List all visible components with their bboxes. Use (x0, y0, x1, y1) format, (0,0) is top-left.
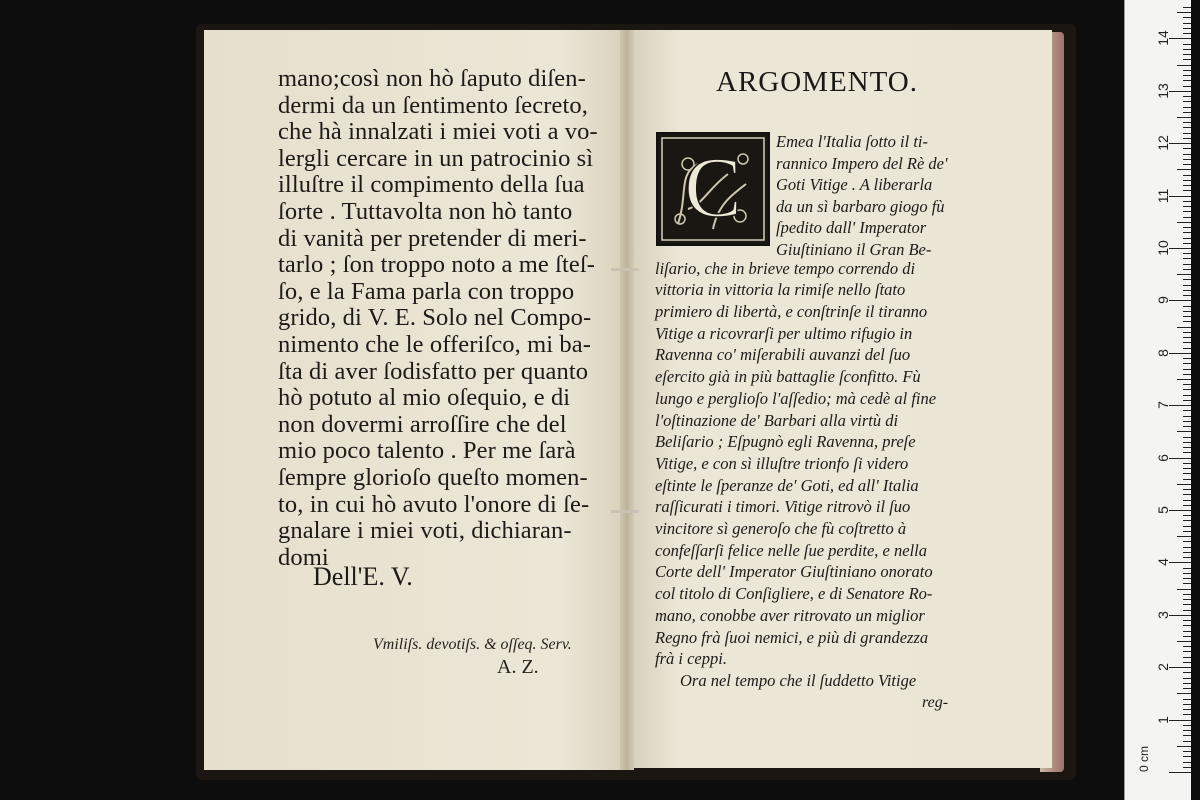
ruler-tick (1183, 23, 1191, 24)
text-line: non dovermi arroſſire che del (278, 410, 567, 438)
ruler-tick (1183, 620, 1191, 621)
ruler-tick (1183, 389, 1191, 390)
ruler-tick (1183, 463, 1191, 464)
text-line: vittoria in vittoria la rimiſe nello ſtato (655, 280, 906, 300)
ruler-tick (1177, 117, 1191, 118)
ruler-tick (1177, 693, 1191, 694)
ruler-tick (1183, 107, 1191, 108)
ruler-tick (1183, 604, 1191, 605)
ruler-tick (1183, 269, 1191, 270)
ruler-tick (1177, 641, 1191, 642)
ruler-tick (1183, 217, 1191, 218)
ruler-tick (1183, 159, 1191, 160)
text-line: to, in cui hò avuto l'onore di ſe- (278, 490, 590, 518)
ruler-tick (1169, 91, 1191, 92)
text-line: gnalare i miei voti, dichiaran- (278, 517, 572, 545)
ruler-tick (1183, 762, 1191, 763)
text-line: primiero di libertà, e conſtrinſe il tiranno (655, 302, 928, 321)
ruler-tick (1183, 154, 1191, 155)
page-heading: ARGOMENTO. (716, 66, 918, 98)
ruler-number: 7 (1155, 401, 1171, 410)
text-line: vincitore sì generoſo che fù coſtretto à (655, 519, 907, 538)
ruler-tick (1169, 300, 1191, 301)
text-line: ſempre glorioſo queſto momen- (278, 463, 588, 491)
ruler-tick (1183, 238, 1191, 239)
ruler-tick (1177, 431, 1191, 432)
ruler-tick (1183, 164, 1191, 165)
ruler-tick (1183, 683, 1191, 684)
ruler-tick (1183, 232, 1191, 233)
ruler-tick (1183, 348, 1191, 349)
ruler-tick (1183, 363, 1191, 364)
ruler-number: 9 (1155, 296, 1171, 305)
ruler-tick (1183, 49, 1191, 50)
text-line: frà i ceppi. (655, 649, 727, 669)
text-line: rannico Impero del Rè de' (776, 153, 948, 173)
text-line: che hà innalzati i miei voti a vo- (278, 118, 598, 146)
initial-letter: C (684, 139, 742, 235)
ruler-tick (1177, 222, 1191, 223)
ruler-tick (1183, 180, 1191, 181)
ruler-tick (1183, 599, 1191, 600)
ruler-tick (1183, 80, 1191, 81)
ruler-tick (1183, 384, 1191, 385)
ruler-tick (1169, 510, 1191, 511)
ruler-tick (1183, 75, 1191, 76)
ruler-tick (1183, 190, 1191, 191)
text-line: Giuſtiniano il Gran Be- (776, 240, 932, 259)
ruler-tick (1183, 279, 1191, 280)
ruler-tick (1183, 767, 1191, 768)
ruler-tick (1183, 400, 1191, 401)
ruler-tick (1183, 447, 1191, 448)
catchword: reg- (922, 694, 949, 711)
text-line: eſtinte le ſperanze de' Goti, ed all' Italia (655, 475, 919, 495)
binding-thread (611, 268, 639, 271)
ruler-tick (1183, 662, 1191, 663)
text-line: mano;così non hò ſaputo diſen- (278, 65, 586, 92)
ruler-tick (1183, 578, 1191, 579)
text-line: raſſicurati i timori. Vitige ritrovò il ſuo (655, 497, 911, 517)
ruler-tick (1177, 536, 1191, 537)
ruler-number: 11 (1155, 188, 1171, 203)
ruler-tick (1183, 672, 1191, 673)
ruler-tick (1169, 248, 1191, 249)
text-line: di vanità per pretender di meri- (278, 224, 587, 252)
ruler-tick (1183, 531, 1191, 532)
ruler-tick (1183, 437, 1191, 438)
text-line: lergli cercare in un patrocinio sì (278, 144, 594, 172)
ruler-number: 4 (1155, 558, 1171, 567)
ruler-tick (1183, 369, 1191, 370)
measuring-ruler (1124, 0, 1191, 800)
ruler-tick (1183, 243, 1191, 244)
ruler-tick (1183, 489, 1191, 490)
ruler-number: 14 (1155, 30, 1171, 47)
text-line: Vitige, e con sì illuſtre trionfo ſi videro (655, 453, 909, 473)
ruler-tick (1183, 756, 1191, 757)
ruler-tick (1183, 421, 1191, 422)
text-line: ſorte . Tuttavolta non hò tanto (278, 197, 573, 225)
ruler-tick (1169, 38, 1191, 39)
decorated-initial (656, 132, 770, 246)
ruler-tick (1183, 185, 1191, 186)
ruler-tick (1169, 562, 1191, 563)
ruler-tick (1177, 169, 1191, 170)
text-line: domi (278, 543, 329, 571)
ruler-tick (1183, 264, 1191, 265)
ruler-tick (1169, 143, 1191, 144)
ruler-tick (1183, 138, 1191, 139)
ruler-tick (1169, 353, 1191, 354)
ruler-tick (1183, 547, 1191, 548)
ruler-number: 13 (1155, 83, 1171, 99)
ruler-tick (1183, 751, 1191, 752)
ruler-number: 6 (1155, 453, 1171, 462)
ruler-tick (1177, 274, 1191, 275)
ruler-tick (1177, 484, 1191, 485)
ruler-tick (1169, 772, 1191, 773)
ruler-tick (1183, 122, 1191, 123)
ruler-number: 2 (1155, 663, 1171, 672)
ruler-tick (1183, 730, 1191, 731)
ruler-tick (1183, 410, 1191, 411)
ruler-tick (1183, 306, 1191, 307)
text-line: ſpedito dall' Imperator (776, 218, 927, 238)
ruler-tick (1169, 405, 1191, 406)
ruler-tick (1183, 96, 1191, 97)
ruler-tick (1183, 541, 1191, 542)
ruler-tick (1183, 206, 1191, 207)
ruler-tick (1183, 442, 1191, 443)
ruler-tick (1183, 374, 1191, 375)
ruler-number: 5 (1155, 506, 1171, 514)
ruler-tick (1183, 112, 1191, 113)
ruler-tick (1183, 688, 1191, 689)
ruler-tick (1183, 636, 1191, 637)
ruler-tick (1183, 395, 1191, 396)
text-line: Corte dell' Imperator Giuſtiniano onorato (655, 562, 933, 582)
ruler-number: 12 (1155, 135, 1171, 151)
ruler-tick (1183, 337, 1191, 338)
ruler-tick (1183, 631, 1191, 632)
ruler-tick (1183, 127, 1191, 128)
ruler-tick (1169, 720, 1191, 721)
ruler-tick (1183, 227, 1191, 228)
ruler-tick (1183, 657, 1191, 658)
text-line: ſta di aver ſodisfatto per quanto (278, 357, 589, 385)
ruler-tick (1183, 725, 1191, 726)
ruler-tick (1183, 311, 1191, 312)
ruler-tick (1183, 133, 1191, 134)
ruler-tick (1183, 651, 1191, 652)
ruler-tick (1183, 494, 1191, 495)
ruler-tick (1183, 295, 1191, 296)
ruler-tick (1183, 426, 1191, 427)
ruler-tick (1183, 452, 1191, 453)
ruler-tick (1183, 148, 1191, 149)
ruler-tick (1183, 44, 1191, 45)
ruler-tick (1169, 667, 1191, 668)
text-line: lungo e perglioſo l'aſſedio; mà cedè al fine (655, 388, 937, 408)
ruler-tick (1183, 211, 1191, 212)
ruler-tick (1183, 610, 1191, 611)
ruler-tick (1183, 704, 1191, 705)
text-line: mano, conobbe aver ritrovato un miglior (655, 605, 925, 625)
ruler-tick (1183, 290, 1191, 291)
ruler-tick (1183, 285, 1191, 286)
ruler-tick (1183, 568, 1191, 569)
closing-salutation: Dell'E. V. (313, 562, 413, 591)
ruler-tick (1183, 500, 1191, 501)
text-line: Goti Vitige . A liberarla (776, 175, 933, 195)
text-line: liſario, che in brieve tempo correndo di (655, 258, 916, 278)
ruler-number: 3 (1155, 610, 1171, 619)
ruler-tick (1177, 746, 1191, 747)
ruler-tick (1183, 59, 1191, 60)
ruler-tick (1183, 473, 1191, 474)
ruler-tick (1183, 573, 1191, 574)
woodcut-ornament-icon (658, 134, 768, 244)
ruler-tick (1183, 175, 1191, 176)
ruler-number: 1 (1155, 715, 1171, 724)
ruler-tick (1183, 741, 1191, 742)
ruler-tick (1183, 17, 1191, 18)
text-line: Beliſario ; Eſpugnò egli Ravenna, preſe (655, 432, 916, 452)
text-line: tarlo ; ſon troppo noto a me ſteſ- (278, 251, 596, 279)
ruler-tick (1183, 321, 1191, 322)
text-line: ſo, e la Fama parla con troppo (278, 277, 575, 305)
text-line: Regno frà ſuoi nemici, e più di grandezza (655, 627, 929, 647)
ruler-tick (1183, 70, 1191, 71)
ruler-tick (1183, 594, 1191, 595)
ruler-tick (1183, 557, 1191, 558)
text-line: nimento che le offeriſco, mi ba- (278, 330, 591, 358)
ruler-tick (1183, 583, 1191, 584)
text-line: grido, di V. E. Solo nel Compo- (278, 304, 592, 332)
text-line: mio poco talento . Per me ſarà (278, 437, 576, 465)
ruler-tick (1183, 625, 1191, 626)
text-line: illuſtre il compimento della ſua (278, 171, 585, 199)
text-line: col titolo di Conſigliere, e di Senatore Ro- (655, 584, 933, 604)
ruler-tick (1169, 458, 1191, 459)
ruler-tick (1183, 201, 1191, 202)
text-line: hò potuto al mio oſequio, e di (278, 384, 571, 412)
signature-initials: A. Z. (497, 656, 539, 678)
text-line: dermi da un ſentimento ſecreto, (278, 91, 588, 119)
ruler-tick (1183, 101, 1191, 102)
ruler-tick (1183, 468, 1191, 469)
ruler-tick (1183, 479, 1191, 480)
text-line: Ravenna co' miſerabili auvanzi del ſuo (655, 345, 911, 365)
ruler-tick (1177, 589, 1191, 590)
book-gutter (620, 30, 634, 770)
ruler-tick (1177, 379, 1191, 380)
text-line: confeſſarſi felice nelle ſue perdite, e nella (655, 540, 928, 560)
ruler-tick (1177, 12, 1191, 13)
ruler-tick (1183, 253, 1191, 254)
binding-thread (611, 510, 639, 513)
ruler-tick (1183, 735, 1191, 736)
ruler-tick (1183, 646, 1191, 647)
ruler-tick (1183, 526, 1191, 527)
ruler-tick (1183, 86, 1191, 87)
ruler-tick (1183, 54, 1191, 55)
ruler-tick (1183, 332, 1191, 333)
signature-line: Vmiliſs. devotiſs. & oſſeq. Serv. (373, 636, 572, 653)
text-line: Emea l'Italia ſotto il ti- (776, 132, 929, 151)
ruler-tick (1183, 515, 1191, 516)
ruler-number: 10 (1155, 240, 1171, 256)
ruler-tick (1183, 416, 1191, 417)
ruler-tick (1177, 327, 1191, 328)
ruler-tick (1183, 33, 1191, 34)
text-line: Vitige a ricovrarſi per ultimo rifugio in (655, 323, 913, 343)
ruler-tick (1183, 258, 1191, 259)
ruler-tick (1183, 28, 1191, 29)
ruler-tick (1183, 552, 1191, 553)
ruler-tick (1183, 7, 1191, 8)
ruler-tick (1183, 714, 1191, 715)
ruler-tick (1183, 316, 1191, 317)
text-line: l'oſtinazione de' Barbari alla virtù di (655, 410, 899, 430)
ruler-tick (1183, 709, 1191, 710)
ruler-tick (1183, 358, 1191, 359)
text-line: da un sì barbaro giogo fù (776, 196, 945, 216)
left-page-body (278, 66, 608, 571)
ruler-tick (1183, 699, 1191, 700)
ruler-tick (1169, 615, 1191, 616)
ruler-tick (1183, 505, 1191, 506)
ruler-tick (1183, 678, 1191, 679)
ruler-tick (1169, 196, 1191, 197)
text-line: Ora nel tempo che il ſuddetto Vitige (680, 670, 917, 690)
ruler-tick (1177, 65, 1191, 66)
ruler-tick (1183, 520, 1191, 521)
ruler-number: 8 (1155, 348, 1171, 357)
ruler-unit: 0 cm (1137, 745, 1152, 773)
text-line: eſercito già in più battaglie ſconfitto. Fù (655, 367, 921, 387)
ruler-tick (1183, 342, 1191, 343)
